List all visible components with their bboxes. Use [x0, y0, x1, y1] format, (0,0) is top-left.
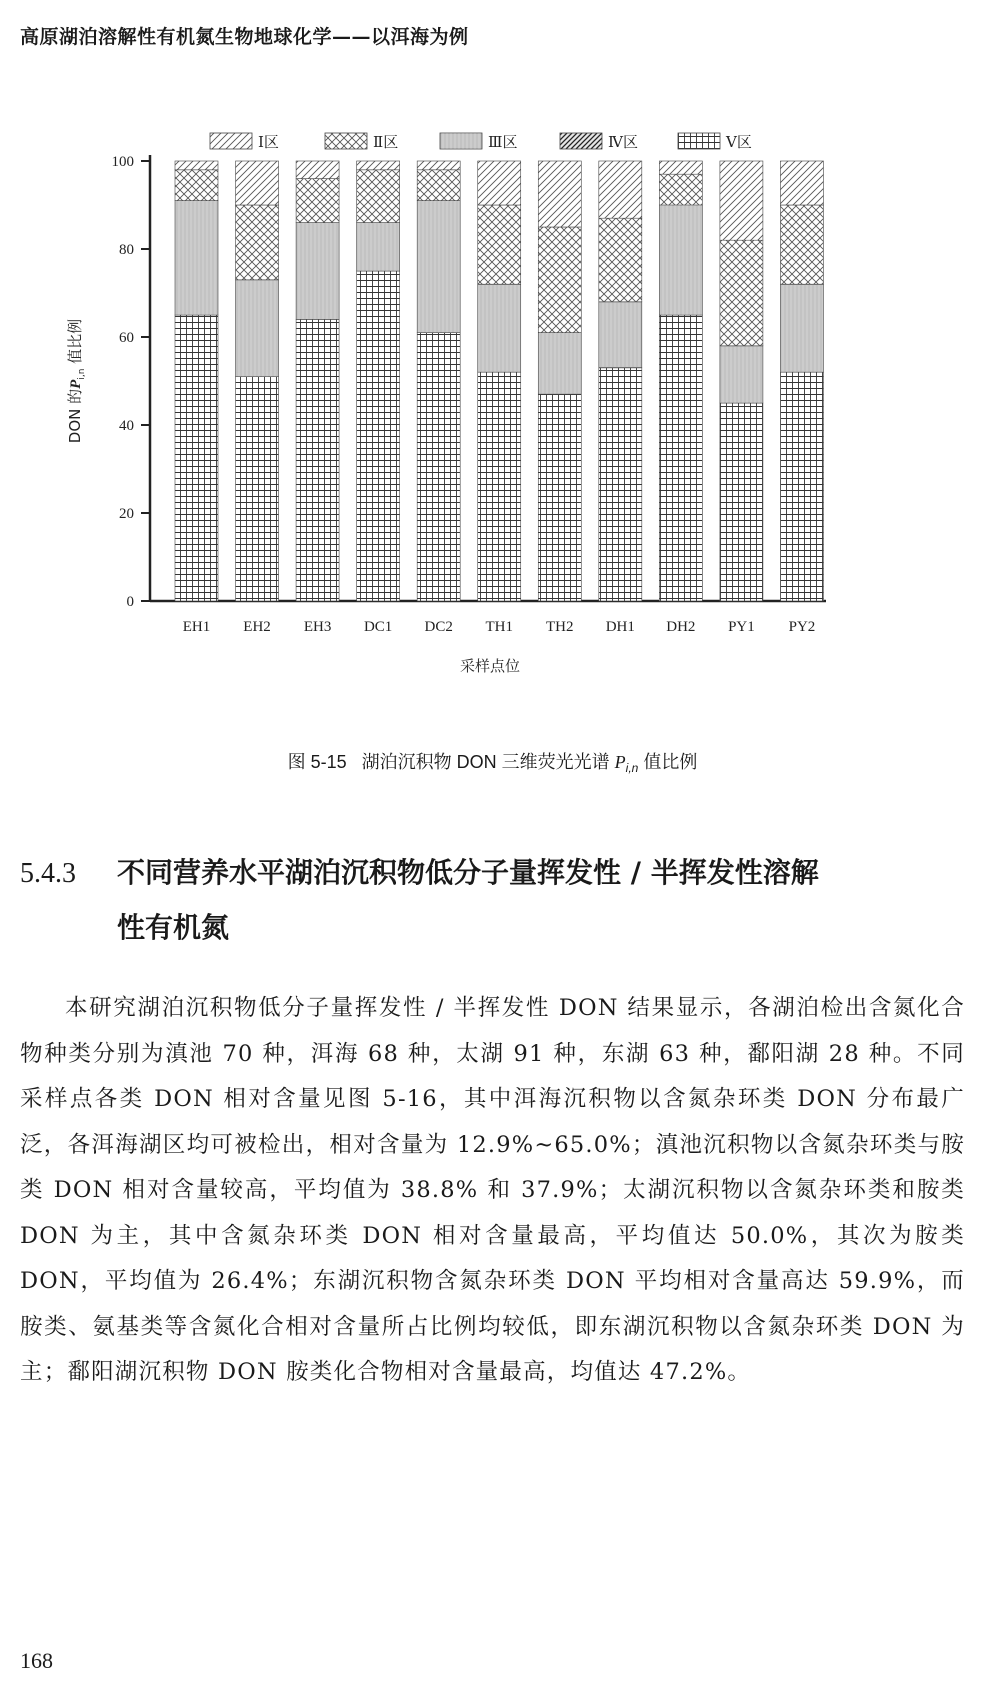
bar-segment-dc2-5	[417, 161, 460, 170]
legend-swatch	[678, 133, 720, 149]
section-number: 5.4.3	[20, 858, 76, 889]
chart-legend	[210, 133, 752, 151]
bar-segment-th2-1	[538, 394, 581, 601]
x-tick-label: PY1	[728, 619, 755, 635]
y-axis-title: DON 的$P_{i,n}$ 值比例	[66, 318, 87, 444]
x-tick-label: DH2	[666, 619, 696, 635]
x-tick-label: DC1	[363, 619, 393, 635]
bar-segment-th1-5	[478, 161, 521, 205]
y-tick-label: 40	[119, 418, 134, 434]
x-axis-title: 采样点位	[459, 657, 521, 675]
bar-segment-dc1-1	[357, 271, 400, 601]
body-paragraph: 本研究湖泊沉积物低分子量挥发性 / 半挥发性 DON 结果显示，各湖泊检出含氮化合物种类分别为滇池 70 种，洱海 68 种，太湖 91 种，东湖 63 种，鄱阳湖 28 种。不同采样点各类 DON 相对含量见图 5-16，其中洱海沉积物以含氮杂环类 DON 分布最广泛，各洱海湖区均可被检出，相对含量为 12.9%~65.0%；滇池沉积物以含氮杂环类与胺类 DON 相对含量较高，平均值为 38.8% 和 37.9%；太湖沉积物以含氮杂环类和胺类 DON 为主，其中含氮杂环类 DON 相对含量最高，平均值达 50.0%，其次为胺类 DON，平均值为 26.4%；东湖沉积物含氮杂环类 DON 平均相对含量高达 59.9%，而胺类、氨基类等含氮化合相对含量所占比例均较低，即东湖沉积物以含氮杂环类 DON 为主；鄱阳湖沉积物 DON 胺类化合物相对含量最高，均值达 47.2%。	[20, 995, 965, 1385]
y-tick-label: 0	[126, 594, 134, 610]
bar-segment-eh2-1	[236, 377, 279, 601]
bar-segment-th2-4	[538, 227, 581, 333]
legend-label: Ⅳ区	[608, 133, 638, 151]
bar-segment-eh3-1	[296, 319, 339, 601]
caption-number: 图 5-15	[287, 752, 347, 772]
bar-segment-dh2-3	[659, 205, 702, 315]
bar-segment-th1-3	[478, 284, 521, 372]
running-head: 高原湖泊溶解性有机氮生物地球化学——以洱海为例	[20, 26, 469, 48]
x-tick-label: EH2	[243, 619, 271, 635]
bar-segment-th1-1	[478, 372, 521, 601]
bar-segment-py2-3	[780, 284, 823, 372]
x-tick-label: EH3	[303, 619, 332, 635]
section-title-line1: 不同营养水平湖泊沉积物低分子量挥发性 / 半挥发性溶解	[117, 856, 819, 889]
bar-segment-dc1-3	[357, 223, 400, 271]
bar-segment-dh1-4	[599, 218, 642, 302]
caption-symbol: P	[614, 752, 626, 772]
x-tick-label: DH1	[605, 619, 635, 635]
bar-segment-eh1-1	[175, 315, 218, 601]
bar-segment-eh3-5	[296, 161, 339, 179]
bar-segment-eh1-3	[175, 201, 218, 315]
legend-label: Ⅴ区	[726, 133, 752, 151]
bar-segment-py2-4	[780, 205, 823, 284]
y-tick-label: 60	[119, 330, 134, 346]
bar-segment-dc2-3	[417, 201, 460, 333]
bar-segment-py1-1	[720, 403, 763, 601]
legend-label: Ⅰ区	[258, 133, 279, 151]
legend-swatch	[210, 133, 252, 149]
bar-segment-th2-5	[538, 161, 581, 227]
caption-suffix: 值比例	[643, 752, 698, 772]
bar-segment-eh3-4	[296, 179, 339, 223]
bar-segment-th2-3	[538, 333, 581, 395]
bar-segment-dh1-5	[599, 161, 642, 218]
bar-segment-py2-1	[780, 372, 823, 601]
caption-text: 湖泊沉积物 DON 三维荧光光谱	[361, 752, 610, 772]
bar-segment-eh1-4	[175, 170, 218, 201]
bar-segment-eh3-3	[296, 223, 339, 320]
bar-segment-py2-5	[780, 161, 823, 205]
page-number: 168	[20, 1648, 53, 1673]
bar-segment-dh1-3	[599, 302, 642, 368]
bar-segment-dh1-1	[599, 368, 642, 601]
x-tick-label: TH2	[546, 619, 574, 635]
stacked-bar-chart	[0, 130, 985, 780]
bar-segment-py1-3	[720, 346, 763, 403]
x-tick-label: DC2	[424, 619, 453, 635]
legend-label: Ⅱ区	[373, 133, 399, 151]
bar-segment-eh2-4	[236, 205, 279, 280]
section-heading	[20, 846, 965, 955]
y-tick-label: 100	[111, 154, 134, 170]
bar-segment-dh2-1	[659, 315, 702, 601]
bar-segment-eh1-5	[175, 161, 218, 170]
x-tick-label: PY2	[788, 619, 816, 635]
y-tick-label: 20	[119, 506, 134, 522]
bar-segment-th1-4	[478, 205, 521, 284]
bar-segment-py1-4	[720, 240, 763, 346]
caption-subscript: i,n	[625, 761, 639, 775]
bar-segment-dc2-4	[417, 170, 460, 201]
y-tick-label: 80	[119, 242, 134, 258]
bar-segment-dh2-4	[659, 174, 702, 205]
bar-segment-dc1-4	[357, 170, 400, 223]
legend-label: Ⅲ区	[488, 133, 518, 151]
bar-segment-py1-5	[720, 161, 763, 240]
x-tick-label: EH1	[182, 619, 211, 635]
bar-segment-dc2-1	[417, 333, 460, 601]
bar-segment-eh2-3	[236, 280, 279, 377]
legend-swatch	[560, 133, 602, 149]
x-tick-label: TH1	[485, 619, 513, 635]
bar-segment-dh2-5	[659, 161, 702, 174]
bar-segment-dc1-5	[357, 161, 400, 170]
legend-swatch	[440, 133, 482, 149]
figure-caption	[0, 748, 985, 775]
section-title-line2: 性有机氮	[117, 911, 230, 944]
legend-swatch	[325, 133, 367, 149]
bar-segment-eh2-5	[236, 161, 279, 205]
body-text	[20, 986, 965, 1396]
